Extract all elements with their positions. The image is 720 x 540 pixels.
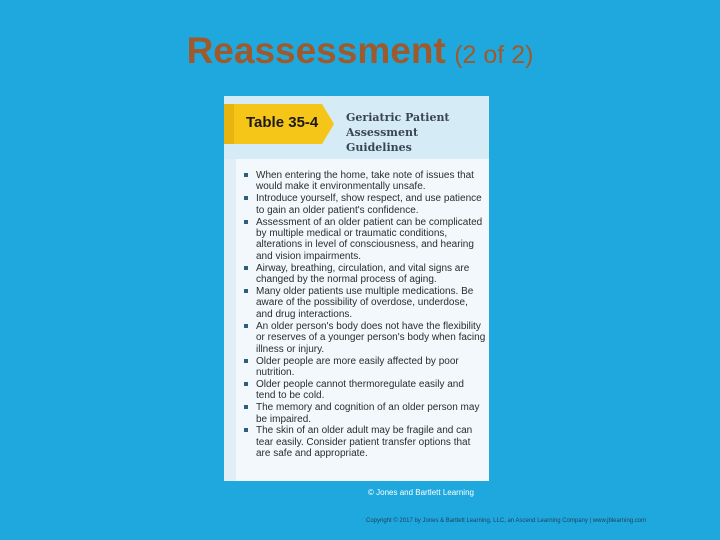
list-item bbox=[244, 217, 486, 263]
table-number: Table 35-4 bbox=[246, 114, 319, 131]
list-item-text: Older people are more easily affected by poor nutrition. bbox=[256, 355, 459, 378]
bullet-icon bbox=[244, 266, 248, 270]
table-title-line: Geriatric Patient bbox=[346, 111, 450, 124]
bullet-icon bbox=[244, 382, 248, 386]
list-item-text: When entering the home, take note of issues that would make it environmentally unsafe. bbox=[256, 170, 474, 193]
bullet-icon bbox=[244, 428, 248, 432]
bullet-icon bbox=[244, 289, 248, 293]
table-title-line: Guidelines bbox=[346, 141, 412, 154]
list-item-text: Assessment of an older patient can be complicated by multiple medical or traumatic conditions, alterations in level of consciousness, and hearing and vision impairments. bbox=[256, 216, 483, 262]
bullet-icon bbox=[244, 220, 248, 224]
title-subtitle: (2 of 2) bbox=[454, 41, 534, 69]
list-item-text: Airway, breathing, circulation, and vital signs are changed by the normal process of aging. bbox=[256, 262, 470, 286]
list-item-text: The memory and cognition of an older person may be impaired. bbox=[256, 402, 480, 425]
table-image bbox=[224, 96, 489, 481]
list-item bbox=[244, 425, 486, 459]
title-main: Reassessment bbox=[186, 30, 446, 71]
list-item bbox=[244, 193, 486, 216]
list-item-text: Older people cannot thermoregulate easily and tend to be cold. bbox=[256, 378, 464, 402]
list-item-text: The skin of an older adult may be fragile and can tear easily. Consider patient transfer options that are safe and appropriate. bbox=[256, 425, 473, 460]
list-item bbox=[244, 402, 486, 425]
bullet-icon bbox=[244, 196, 248, 200]
guidelines-list bbox=[244, 170, 486, 460]
bullet-icon bbox=[244, 324, 248, 328]
slide-title bbox=[0, 30, 720, 72]
list-item bbox=[244, 356, 486, 379]
list-item bbox=[244, 263, 486, 286]
table-title-line: Assessment bbox=[346, 126, 419, 139]
list-item bbox=[244, 321, 486, 355]
list-item-text: An older person's body does not have the flexibility or reserves of a younger person's body when facing illness or injury. bbox=[256, 320, 486, 355]
list-item bbox=[244, 286, 486, 320]
list-item bbox=[244, 170, 486, 193]
list-item bbox=[244, 379, 486, 402]
bullet-icon bbox=[244, 173, 248, 177]
left-rule bbox=[224, 159, 236, 481]
table-title bbox=[346, 110, 476, 155]
list-item-text: Introduce yourself, show respect, and use patience to gain an older patient's confidence. bbox=[256, 193, 482, 216]
bullet-icon bbox=[244, 359, 248, 363]
table-header bbox=[224, 96, 489, 159]
list-item-text: Many older patients use multiple medications. Be aware of the possibility of overdose, underdose, and drug interactions. bbox=[256, 286, 474, 320]
copyright-notice: Copyright © 2017 by Jones & Bartlett Learning, LLC, an Ascend Learning Company | www.jblearning.com bbox=[366, 518, 647, 524]
image-credit: © Jones and Bartlett Learning bbox=[368, 488, 474, 497]
bullet-icon bbox=[244, 405, 248, 409]
table-tab bbox=[224, 104, 334, 144]
